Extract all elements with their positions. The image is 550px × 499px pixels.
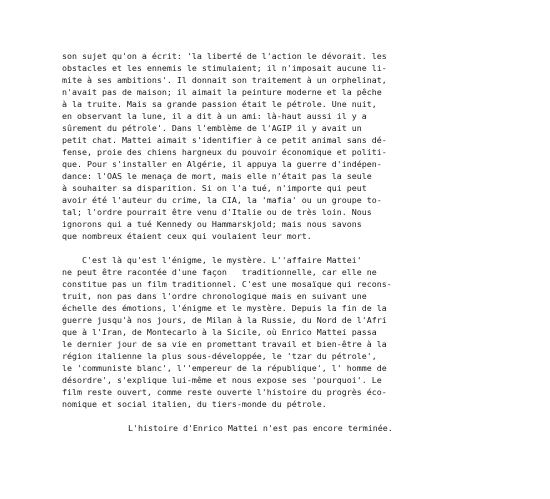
paragraph-2 bbox=[62, 254, 482, 410]
text-line: truit, non pas dans l'ordre chronologique mais en suivant une bbox=[62, 291, 367, 301]
text-line: obstacles et les ennemis le stimulaient; il n'imposait aucune li- bbox=[62, 63, 387, 73]
text-line: petit chat. Mattei aimait s'identifier à ce petit animal sans dé- bbox=[62, 135, 387, 145]
text-line: que nombreux étaient ceux qui voulaient leur mort. bbox=[62, 231, 312, 241]
text-line: dance: l'OAS le menaça de mort, mais elle n'était pas la seule bbox=[62, 171, 372, 181]
text-line: film reste ouvert, comme reste ouverte l'histoire du progrès éco- bbox=[62, 387, 387, 397]
text-line: avoir été l'auteur du crime, la CIA, la 'mafia' ou un groupe to- bbox=[62, 195, 382, 205]
closing-line: L'histoire d'Enrico Mattei n'est pas encore terminée. bbox=[128, 423, 393, 433]
text-line: constitue pas un film traditionnel. C'est une mosaïque qui recons- bbox=[62, 279, 392, 289]
text-line: sûrement du pétrole'. Dans l'emblème de l'AGIP il y avait un bbox=[62, 123, 362, 133]
text-line: ignorons qui a tué Kennedy ou Hammarskjold; mais nous savons bbox=[62, 219, 362, 229]
text-line: mite à ses ambitions'. Il donnait son traitement à un orphelinat, bbox=[62, 75, 387, 85]
text-line: désordre', s'explique lui-même et nous expose ses 'pourquoi'. Le bbox=[62, 375, 382, 385]
text-line: échelle des émotions, l'énigme et le mystère. Depuis la fin de la bbox=[62, 303, 387, 313]
text-line: ne peut être racontée d'une façon traditionnelle, car elle ne bbox=[62, 267, 377, 277]
paragraph-gap bbox=[62, 242, 482, 254]
text-line: le 'communiste blanc', l''empereur de la république', l' homme de bbox=[62, 363, 387, 373]
text-line: C'est là qu'est l'énigme, le mystère. L''affaire Mattei' bbox=[62, 255, 362, 265]
text-line: tal; l'ordre pourrait être venu d'Italie ou de très loin. Nous bbox=[62, 207, 372, 217]
text-line: le dernier jour de sa vie en promettant travail et bien-être à la bbox=[62, 339, 387, 349]
document-body bbox=[62, 50, 482, 434]
paragraph-gap bbox=[62, 410, 482, 422]
text-line: fense, proie des chiens hargneux du pouvoir économique et politi- bbox=[62, 147, 387, 157]
text-line: guerre jusqu'à nos jours, de Milan à la Russie, du Nord de l'Afri bbox=[62, 315, 387, 325]
text-line: nomique et social italien, du tiers-monde du pétrole. bbox=[62, 399, 327, 409]
text-line: région italienne la plus sous-développée, le 'tzar du pétrole', bbox=[62, 351, 377, 361]
text-line: son sujet qu'on a écrit: 'la liberté de l'action le dévorait. les bbox=[62, 51, 387, 61]
text-line: que. Pour s'installer en Algérie, il appuya la guerre d'indépen- bbox=[62, 159, 382, 169]
text-line: à souhaiter sa disparition. Si on l'a tué, n'importe qui peut bbox=[62, 183, 367, 193]
text-line: à la truite. Mais sa grande passion était le pétrole. Une nuit, bbox=[62, 99, 377, 109]
text-line: n'avait pas de maison; il aimait la peinture moderne et la pêche bbox=[62, 87, 382, 97]
text-line: en observant la lune, il a dit à un ami: là-haut aussi il y a bbox=[62, 111, 367, 121]
text-line: que à l'Iran, de Montecarlo à la Sicile, où Enrico Mattei passa bbox=[62, 327, 377, 337]
paragraph-1 bbox=[62, 50, 482, 242]
